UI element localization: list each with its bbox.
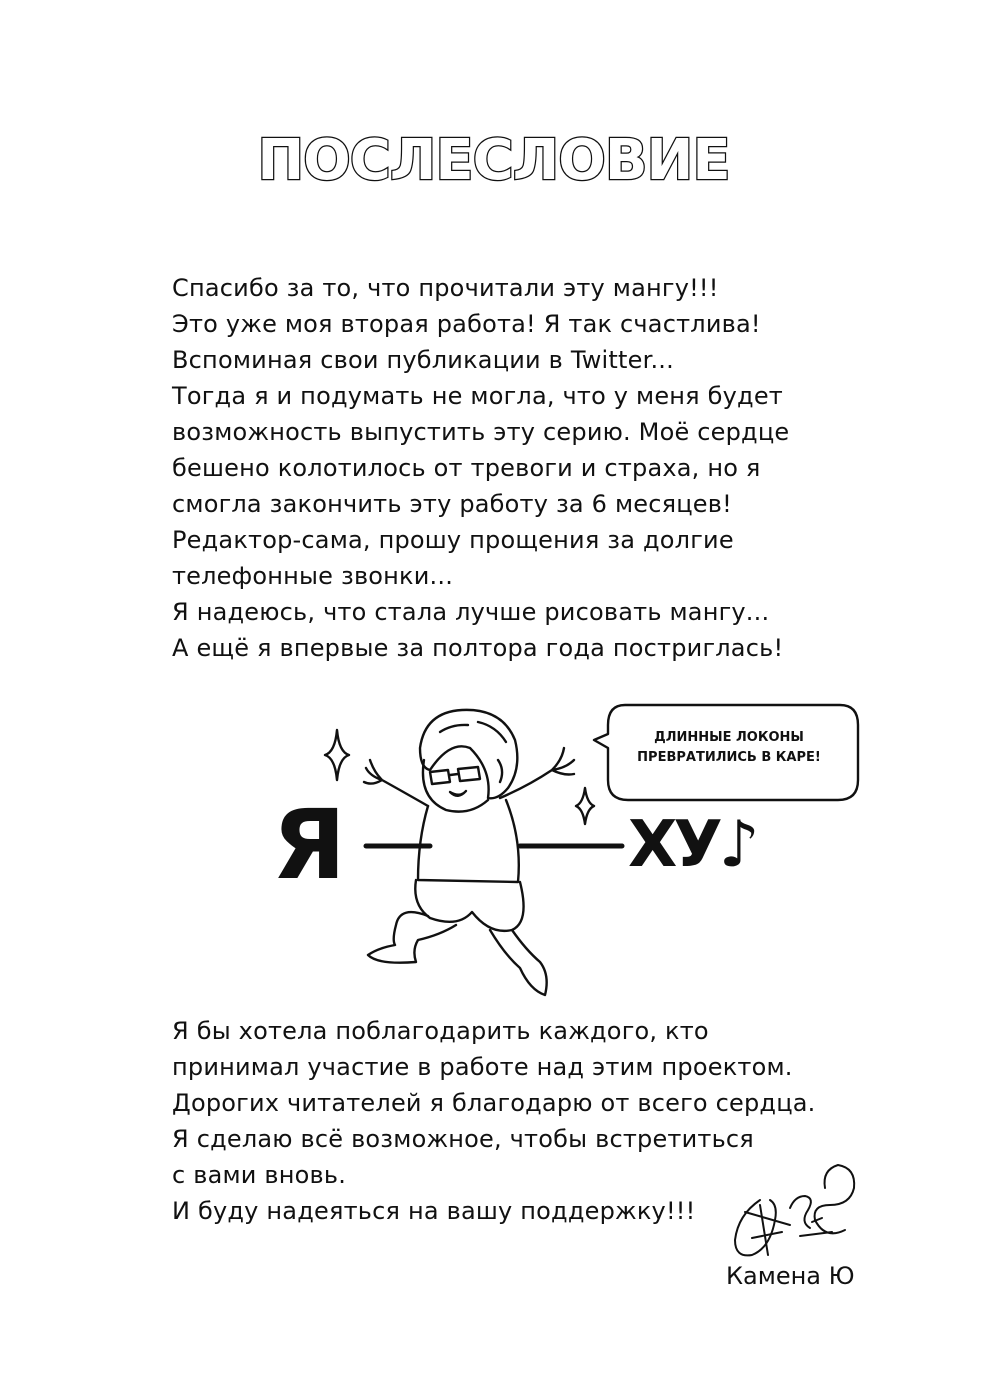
text-line: А ещё я впервые за полтора года постриглась!: [172, 634, 784, 662]
text-line: телефонные звонки...: [172, 562, 454, 590]
bubble-line: ПРЕВРАТИЛИСЬ В КАРЕ!: [637, 750, 821, 765]
page-title: ПОСЛЕСЛОВИЕ: [257, 128, 730, 193]
shout-left: Я: [272, 789, 346, 901]
text-line: И буду надеяться на вашу поддержку!!!: [172, 1197, 696, 1225]
text-line: возможность выпустить эту серию. Моё сердце: [172, 418, 790, 446]
text-line: бешено колотилось от тревоги и страха, но я: [172, 454, 761, 482]
bubble-line: ДЛИННЫЕ ЛОКОНЫ: [654, 730, 804, 745]
text-line: смогла закончить эту работу за 6 месяцев!: [172, 490, 732, 518]
text-line: Тогда я и подумать не могла, что у меня будет: [172, 382, 783, 410]
text-line: Я сделаю всё возможное, чтобы встретиться: [172, 1125, 754, 1153]
text-line: Дорогих читателей я благодарю от всего сердца.: [172, 1089, 816, 1117]
text-line: Вспоминая свои публикации в Twitter...: [172, 346, 674, 374]
author-name: Камена Ю: [726, 1262, 855, 1290]
shout-right: ХУ♪: [628, 808, 756, 882]
text-line: Я надеюсь, что стала лучше рисовать мангу...: [172, 598, 770, 626]
text-line: Спасибо за то, что прочитали эту мангу!!!: [172, 274, 719, 302]
text-line: Редактор-сама, прошу прощения за долгие: [172, 526, 734, 554]
text-line: принимал участие в работе над этим проектом.: [172, 1053, 793, 1081]
text-line: с вами вновь.: [172, 1161, 347, 1189]
text-line: Я бы хотела поблагодарить каждого, кто: [172, 1017, 709, 1045]
text-line: Это уже моя вторая работа! Я так счастлива!: [172, 310, 761, 338]
